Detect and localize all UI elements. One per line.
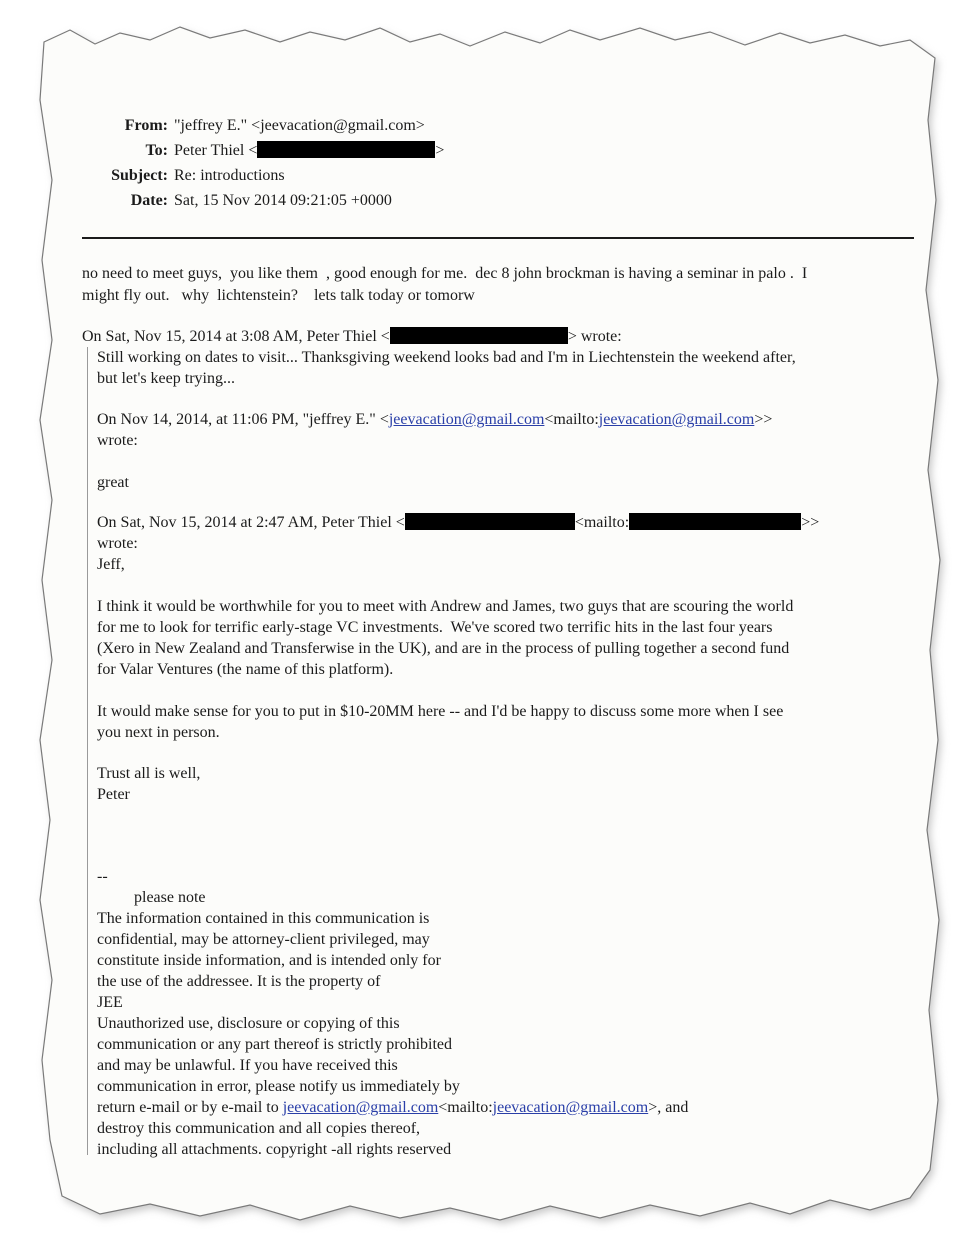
quote3-attribution xyxy=(97,512,819,533)
reply-line-1: no need to meet guys, you like them , good enough for me. dec 8 john brockman is having a seminar in palo . I xyxy=(82,265,808,282)
quote3-closing: Trust all is well, xyxy=(97,765,201,782)
header-divider xyxy=(82,237,914,239)
quote2-wrote: wrote: xyxy=(97,432,138,449)
to-value: Peter Thiel < xyxy=(174,142,258,159)
quote1-line-1: Still working on dates to visit... Thanksgiving weekend looks bad and I'm in Liechtenstein the weekend after, xyxy=(97,349,796,366)
quote3-p1-line: for Valar Ventures (the name of this platform). xyxy=(97,661,394,678)
return-post: >, and xyxy=(648,1099,689,1116)
footer-return-line xyxy=(97,1097,688,1118)
mailto-prefix: <mailto: xyxy=(438,1099,493,1116)
subject-value: Re: introductions xyxy=(174,167,285,184)
to-label: To: xyxy=(145,142,168,159)
quote3-p1-line: for me to look for terrific early-stage VC investments. We've scored two terrific hits in the last four years xyxy=(97,619,773,636)
quote3-signature: Peter xyxy=(97,786,130,803)
mailto-email-link[interactable]: jeevacation@gmail.com xyxy=(598,411,755,428)
quote3-p1-line: (Xero in New Zealand and Transferwise in the UK), and are in the process of pulling together a second fund xyxy=(97,640,790,657)
footer-line: including all attachments. copyright -all rights reserved xyxy=(97,1141,452,1158)
mailto-prefix: <mailto: xyxy=(544,411,599,428)
quote2-attrib-post: >> xyxy=(754,411,773,428)
redaction-bar xyxy=(390,327,568,344)
footer-line: confidential, may be attorney-client privileged, may xyxy=(97,931,430,948)
footer-line: Unauthorized use, disclosure or copying of this xyxy=(97,1015,400,1032)
mailto-prefix: <mailto: xyxy=(574,514,630,531)
from-label: From: xyxy=(124,117,168,134)
footer-line: the use of the addressee. It is the property of xyxy=(97,973,381,990)
from-value: "jeffrey E." <jeevacation@gmail.com> xyxy=(174,117,425,134)
quote1-attrib-pre: On Sat, Nov 15, 2014 at 3:08 AM, Peter Thiel < xyxy=(82,328,390,345)
footer-note: please note xyxy=(134,889,206,906)
footer-line: The information contained in this communication is xyxy=(97,910,430,927)
header-to-row xyxy=(82,140,482,162)
email-link[interactable]: jeevacation@gmail.com xyxy=(388,411,545,428)
quote1-attrib-post: > wrote: xyxy=(567,328,622,345)
date-value: Sat, 15 Nov 2014 09:21:05 +0000 xyxy=(174,192,392,209)
redaction-bar xyxy=(629,513,801,530)
date-label: Date: xyxy=(130,192,168,209)
mailto-email-link[interactable]: jeevacation@gmail.com xyxy=(492,1099,649,1116)
header-subject-row xyxy=(82,165,482,187)
to-close: > xyxy=(435,142,445,159)
quote2-body: great xyxy=(97,474,129,491)
footer-line: communication in error, please notify us immediately by xyxy=(97,1078,460,1095)
footer-line: communication or any part thereof is strictly prohibited xyxy=(97,1036,453,1053)
footer-line: constitute inside information, and is intended only for xyxy=(97,952,441,969)
subject-label: Subject: xyxy=(111,167,168,184)
footer-line: and may be unlawful. If you have received this xyxy=(97,1057,398,1074)
footer-dashes: -- xyxy=(97,868,108,885)
redaction-bar xyxy=(405,513,575,530)
quote3-wrote: wrote: xyxy=(97,535,138,552)
quote3-p2-line: It would make sense for you to put in $10-20MM here -- and I'd be happy to discuss some more when I see xyxy=(97,703,784,720)
quote2-attrib-pre: On Nov 14, 2014, at 11:06 PM, "jeffrey E." < xyxy=(97,411,389,428)
quote2-attribution xyxy=(97,409,772,430)
quote-indent-bar xyxy=(87,347,88,1155)
footer-line: destroy this communication and all copies thereof, xyxy=(97,1120,421,1137)
header-from-row xyxy=(82,115,482,137)
return-pre: return e-mail or by e-mail to xyxy=(97,1099,283,1116)
reply-line-2: might fly out. why lichtenstein? lets talk today or tomorw xyxy=(82,287,475,304)
email-link[interactable]: jeevacation@gmail.com xyxy=(282,1099,439,1116)
quote3-attrib-pre: On Sat, Nov 15, 2014 at 2:47 AM, Peter Thiel < xyxy=(97,514,405,531)
quote3-greeting: Jeff, xyxy=(97,556,125,573)
quote1-line-2: but let's keep trying... xyxy=(97,370,235,387)
redaction-bar xyxy=(257,141,435,158)
quote3-p1-line: I think it would be worthwhile for you to meet with Andrew and James, two guys that are scouring the world xyxy=(97,598,794,615)
header-date-row xyxy=(82,190,482,212)
to-value-wrap xyxy=(174,140,444,161)
footer-line: JEE xyxy=(97,994,123,1011)
quote1-attribution xyxy=(82,326,622,347)
quote3-attrib-post: >> xyxy=(801,514,820,531)
quote3-p2-line: you next in person. xyxy=(97,724,220,741)
